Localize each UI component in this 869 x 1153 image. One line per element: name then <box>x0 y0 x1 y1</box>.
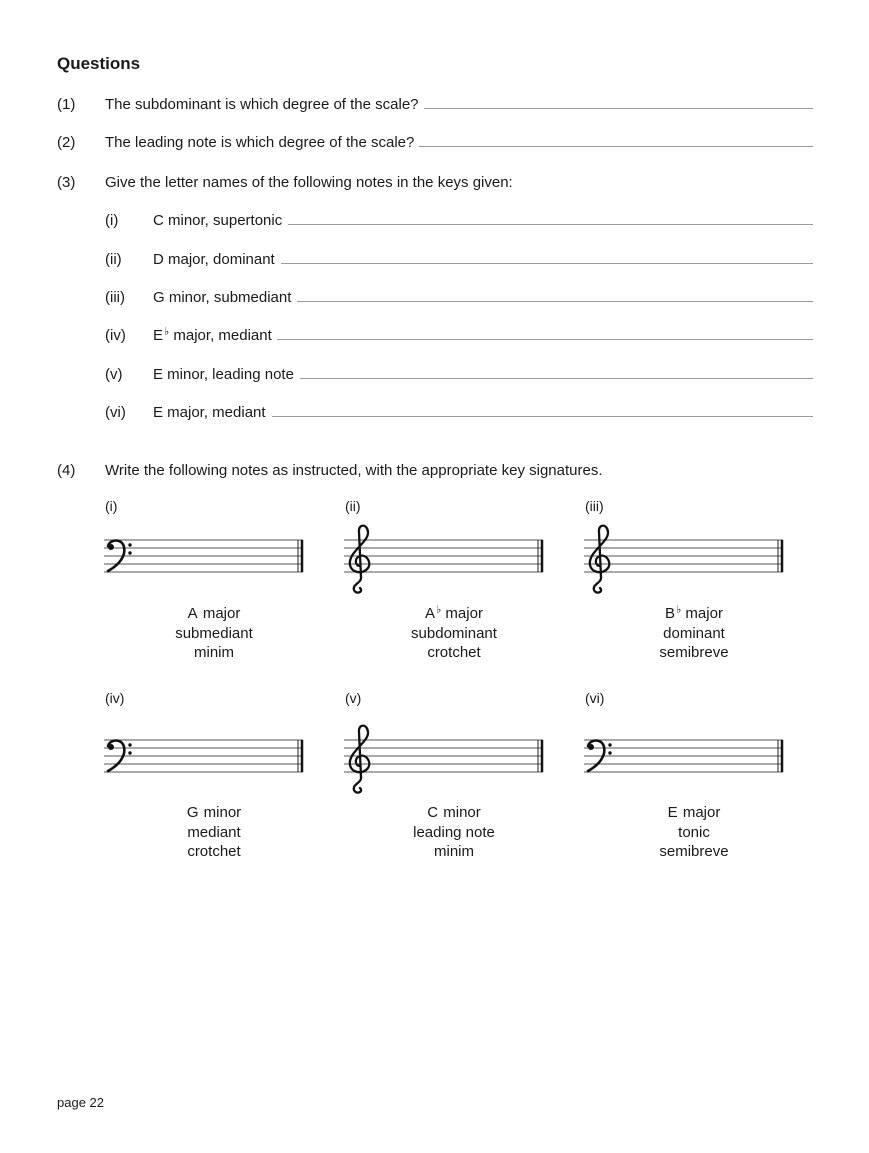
exercise-caption <box>344 601 564 663</box>
staff-exercise-ii[interactable] <box>344 528 544 598</box>
item-number: (iv) <box>105 327 126 344</box>
staff-exercise-iii[interactable] <box>584 528 784 598</box>
item-text: G minor, submediant <box>153 289 292 306</box>
caption-key: G minor <box>186 804 242 821</box>
item-text: C minor, supertonic <box>153 212 283 229</box>
caption-duration: semibreve <box>659 644 729 661</box>
caption-degree: tonic <box>678 823 710 841</box>
staff-exercise-vi[interactable] <box>584 728 784 798</box>
exercise-number: (v) <box>345 690 362 706</box>
question-3 <box>57 169 813 191</box>
answer-line-q3-vi[interactable] <box>272 416 813 417</box>
exercise-number: (iv) <box>105 690 125 706</box>
staff-lines <box>104 740 303 772</box>
caption-duration: crotchet <box>187 843 241 860</box>
caption-key: A major <box>187 605 241 622</box>
exercise-number: (iii) <box>585 498 604 514</box>
item-number: (iii) <box>105 289 125 306</box>
item-text: E♭ major, mediant <box>153 326 272 344</box>
staff-lines <box>584 540 783 572</box>
answer-line-q1[interactable] <box>424 108 813 109</box>
question-number: (3) <box>57 174 76 191</box>
exercise-caption <box>584 601 804 663</box>
exercise-number: (ii) <box>345 498 361 514</box>
question-2 <box>57 129 813 151</box>
staff-exercise-i[interactable] <box>104 528 304 598</box>
exercise-number: (i) <box>105 498 118 514</box>
question-text: The leading note is which degree of the scale? <box>105 134 415 151</box>
caption-degree: mediant <box>187 823 241 841</box>
answer-line-q3-ii[interactable] <box>281 263 813 264</box>
staff-exercise-iv[interactable] <box>104 728 304 798</box>
answer-line-q3-i[interactable] <box>288 224 813 225</box>
question-text: Give the letter names of the following notes in the keys given: <box>105 174 513 191</box>
item-number: (ii) <box>105 251 122 268</box>
exercise-caption <box>104 601 324 663</box>
q3-item-5 <box>105 361 813 383</box>
item-number: (vi) <box>105 404 126 421</box>
question-text: The subdominant is which degree of the scale? <box>105 96 419 113</box>
staff-lines <box>344 740 543 772</box>
q3-item-4 <box>105 322 813 344</box>
question-text: Write the following notes as instructed, with the appropriate key signatures. <box>105 462 603 479</box>
q3-item-3 <box>105 284 813 306</box>
treble-clef-icon <box>350 526 369 593</box>
question-number: (2) <box>57 134 76 151</box>
question-4 <box>57 457 813 479</box>
item-text: D major, dominant <box>153 251 275 268</box>
item-text: E major, mediant <box>153 404 266 421</box>
answer-line-q2[interactable] <box>419 146 813 147</box>
caption-duration: minim <box>194 644 234 661</box>
caption-duration: semibreve <box>659 843 729 860</box>
answer-line-q3-iii[interactable] <box>297 301 813 302</box>
answer-line-q3-v[interactable] <box>300 378 813 379</box>
caption-degree: submediant <box>175 624 253 642</box>
caption-degree: dominant <box>663 624 725 642</box>
page-number: page 22 <box>57 1095 104 1110</box>
caption-duration: minim <box>434 843 474 860</box>
exercise-caption <box>584 800 804 862</box>
answer-line-q3-iv[interactable] <box>277 339 813 340</box>
caption-key: E major <box>667 804 721 821</box>
caption-key: A♭ major <box>425 604 483 622</box>
page-heading: Questions <box>57 54 141 73</box>
caption-key: C minor <box>427 804 481 821</box>
staff-exercise-v[interactable] <box>344 728 544 798</box>
exercise-caption <box>104 800 324 862</box>
caption-key: B♭ major <box>665 604 723 622</box>
item-number: (i) <box>105 212 119 229</box>
caption-degree: leading note <box>413 823 495 841</box>
question-1 <box>57 91 813 113</box>
q3-item-2 <box>105 246 813 268</box>
item-number: (v) <box>105 366 123 383</box>
staff-lines <box>584 740 783 772</box>
question-number: (1) <box>57 96 76 113</box>
caption-degree: subdominant <box>411 624 497 642</box>
q3-item-1 <box>105 207 813 229</box>
item-text: E minor, leading note <box>153 366 294 383</box>
staff-lines <box>344 540 543 572</box>
question-number: (4) <box>57 462 76 479</box>
staff-lines <box>104 540 303 572</box>
q3-item-6 <box>105 399 813 421</box>
exercise-number: (vi) <box>585 690 605 706</box>
exercise-caption <box>344 800 564 862</box>
caption-duration: crotchet <box>427 644 481 661</box>
treble-clef-icon <box>350 726 369 793</box>
treble-clef-icon <box>590 526 609 593</box>
